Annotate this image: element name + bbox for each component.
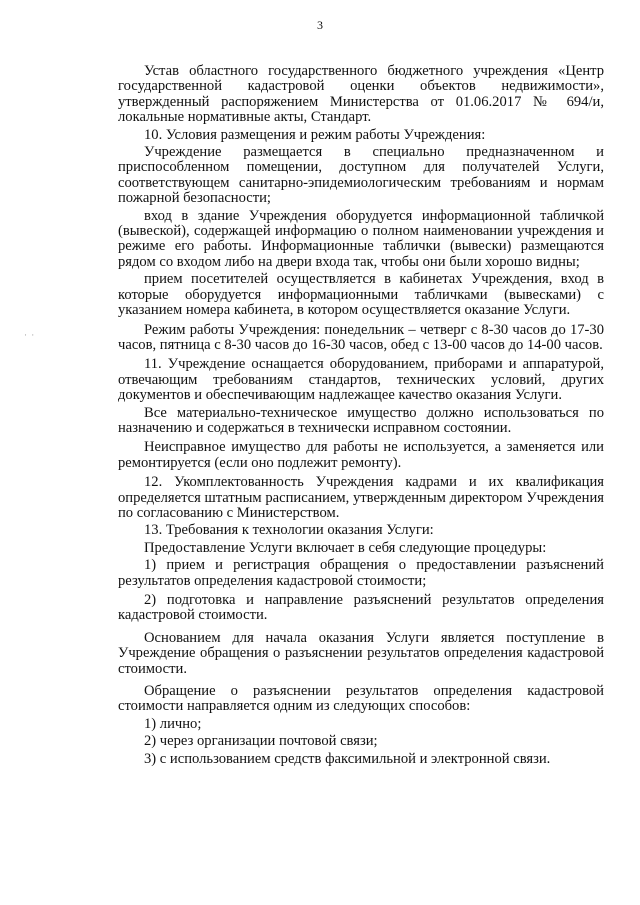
section-10-heading: 10. Условия размещения и режим работы Учреждения: <box>144 126 486 143</box>
paragraph-entrance-sign: вход в здание Учреждения оборудуется информационной табличкой (вывеской), содержащей информацию о полном наименовании учреждения и режиме его работы. Информационные таблички (вывески) размещаются рядом со входом либо на двери входа так, чтобы они были хорошо видны; <box>118 207 604 270</box>
paragraph-faulty-property: Неисправное имущество для работы не используется, а заменяется или ремонтируется (если оно подлежит ремонту). <box>118 439 604 471</box>
paragraph-working-hours: Режим работы Учреждения: понедельник – четверг с 8-30 часов до 17-30 часов, пятница с 8-30 часов до 16-30 часов, обед с 13-00 часов до 14-00 часов. <box>118 321 604 353</box>
paragraph-property-use: Все материально-техническое имущество должно использоваться по назначению и содержаться в технически исправном состоянии. <box>118 404 604 436</box>
paragraph-procedures-intro: Предоставление Услуги включает в себя следующие процедуры: <box>144 539 547 556</box>
page-number: 3 <box>317 18 323 32</box>
method-item-post: 2) через организации почтовой связи; <box>144 733 378 750</box>
procedure-item-2: 2) подготовка и направление разъяснений результатов определения кадастровой стоимости. <box>118 592 604 624</box>
paragraph-reception: прием посетителей осуществляется в кабинетах Учреждения, вход в которые оборудуется информационными табличками (вывесками) с указанием номера кабинета, в котором осуществляется оказание Услуги. <box>118 271 604 319</box>
document-body <box>118 64 604 769</box>
section-11-equipment: 11. Учреждение оснащается оборудованием, приборами и аппаратурой, отвечающим требованиям стандартов, технических условий, других документов и обеспечивающим надлежащее качество оказания Услуги. <box>118 356 604 404</box>
margin-mark: · · <box>24 330 36 340</box>
paragraph-submission-methods: Обращение о разъяснении результатов определения кадастровой стоимости направляется одним из следующих способов: <box>118 683 604 715</box>
section-13-heading: 13. Требования к технологии оказания Услуги: <box>144 522 434 539</box>
section-12-staffing: 12. Укомплектованность Учреждения кадрами и их квалификация определяется штатным расписанием, утвержденным директором Учреждения по согласованию с Министерством. <box>118 474 604 521</box>
method-item-in-person: 1) лично; <box>144 715 202 732</box>
method-item-fax-email: 3) с использованием средств факсимильной и электронной связи. <box>144 750 551 767</box>
procedure-item-1: 1) прием и регистрация обращения о предоставлении разъяснений результатов определения кадастровой стоимости; <box>118 557 604 589</box>
paragraph-basis: Основанием для начала оказания Услуги является поступление в Учреждение обращения о разъяснении результатов определения кадастровой стоимости. <box>118 629 604 677</box>
paragraph-premises: Учреждение размещается в специально предназначенном и приспособленном помещении, доступном для получателей Услуги, соответствующем санитарно-эпидемиологическим требованиям и нормам пожарной безопасности; <box>118 144 604 207</box>
paragraph-charter: Устав областного государственного бюджетного учреждения «Центр государственной кадастровой оценки объектов недвижимости», утвержденный распоряжением Министерства от 01.06.2017 № 694/и, локальные нормативные акты, Стандарт. <box>118 63 604 126</box>
